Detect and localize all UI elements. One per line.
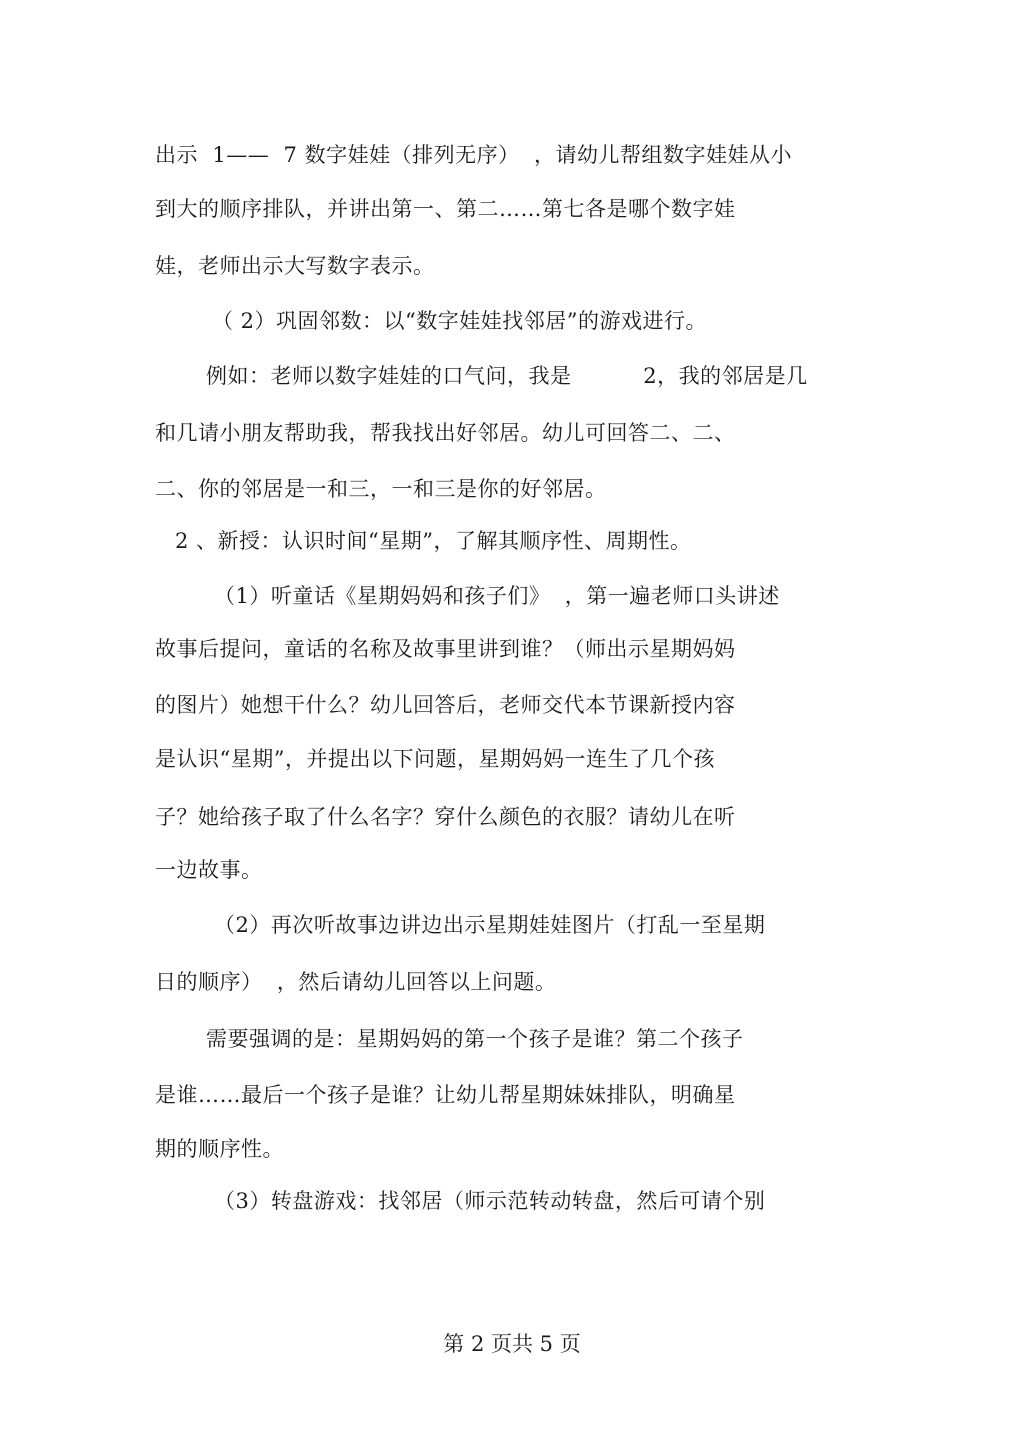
page-number: 第 2 页共 5 页 — [443, 1332, 581, 1356]
paragraph-line: （2）再次听故事边讲边出示星期娃娃图片（打乱一至星期 — [214, 913, 766, 937]
paragraph-line: 和几请小朋友帮助我，帮我找出好邻居。幼儿可回答二、二、 — [155, 421, 736, 445]
paragraph-line: 子？她给孩子取了什么名字？穿什么颜色的衣服？请幼儿在听 — [155, 805, 736, 829]
paragraph-line: 出示 1—— 7 数字娃娃（排列无序） ，请幼儿帮组数字娃娃从小 — [155, 143, 792, 167]
paragraph-line: 期的顺序性。 — [155, 1137, 284, 1161]
paragraph-line: 日的顺序） ，然后请幼儿回答以上问题。 — [155, 970, 557, 994]
paragraph-line: 是谁……最后一个孩子是谁？让幼儿帮星期妹妹排队，明确星 — [155, 1083, 736, 1107]
paragraph-line: 到大的顺序排队，并讲出第一、第二……第七各是哪个数字娃 — [155, 197, 736, 221]
paragraph-line: 故事后提问，童话的名称及故事里讲到谁？（师出示星期妈妈 — [155, 637, 736, 661]
section-heading: 2 、新授：认识时间“星期”，了解其顺序性、周期性。 — [175, 529, 692, 553]
paragraph-line: （3）转盘游戏：找邻居（师示范转动转盘，然后可请个别 — [214, 1189, 766, 1213]
paragraph-line: （ 2）巩固邻数：以“数字娃娃找邻居”的游戏进行。 — [212, 309, 708, 333]
paragraph-line: 娃，老师出示大写数字表示。 — [155, 254, 435, 278]
paragraph-line: 二、你的邻居是一和三，一和三是你的好邻居。 — [155, 477, 607, 501]
paragraph-line: 的图片）她想干什么？幼儿回答后，老师交代本节课新授内容 — [155, 693, 736, 717]
paragraph-line: 一边故事。 — [155, 858, 263, 882]
paragraph-line: （1）听童话《星期妈妈和孩子们》 ，第一遍老师口头讲述 — [214, 584, 780, 608]
paragraph-line: 是认识“星期”，并提出以下问题，星期妈妈一连生了几个孩 — [155, 747, 715, 771]
paragraph-line: 例如：老师以数字娃娃的口气问，我是 2，我的邻居是几 — [206, 364, 808, 388]
paragraph-line: 需要强调的是：星期妈妈的第一个孩子是谁？第二个孩子 — [206, 1027, 744, 1051]
